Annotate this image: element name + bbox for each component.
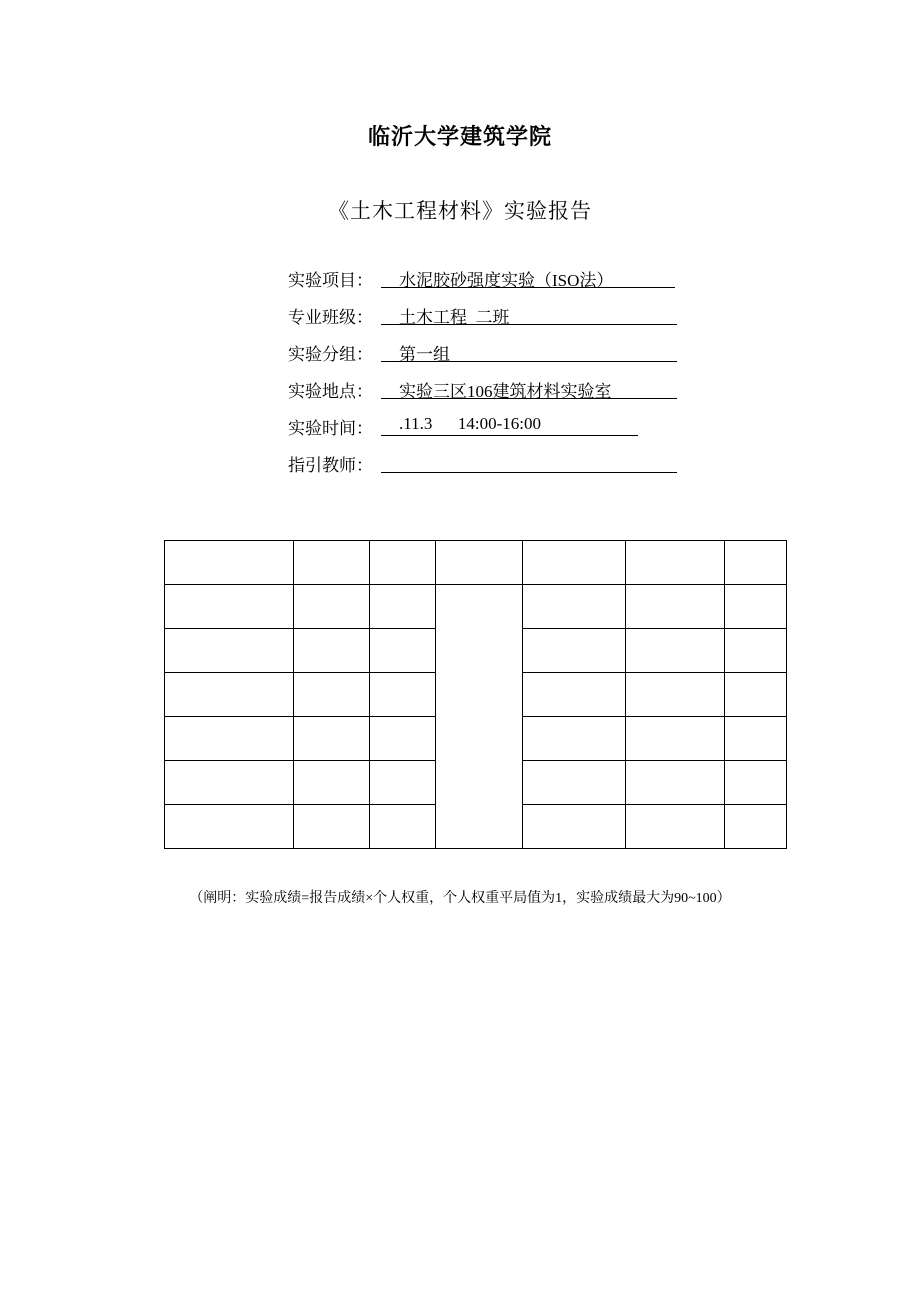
table-cell (626, 629, 725, 673)
table-cell (165, 717, 294, 761)
table-cell (165, 585, 294, 629)
info-label: 指引教师： (288, 456, 373, 475)
info-value-time: .11.3 14:00-16:00 (381, 414, 638, 436)
table-cell (523, 761, 626, 805)
info-value-group: 第一组 (381, 340, 677, 362)
table-cell (294, 585, 370, 629)
table-cell (626, 585, 725, 629)
table-cell (725, 673, 787, 717)
info-label: 实验时间： (288, 419, 373, 438)
info-label: 实验地点： (288, 382, 373, 401)
table-cell (725, 805, 787, 849)
table-cell (523, 629, 626, 673)
table-cell (523, 673, 626, 717)
table-cell (523, 541, 626, 585)
table-cell (165, 629, 294, 673)
table-cell (370, 541, 436, 585)
table-row (165, 541, 787, 585)
info-label: 实验分组： (288, 345, 373, 364)
table-cell (725, 541, 787, 585)
table-merged-cell (436, 585, 523, 849)
info-value-project: 水泥胶砂强度实验（ISO法） (381, 266, 675, 288)
table-cell (626, 541, 725, 585)
report-info-block (288, 262, 688, 484)
table-cell (165, 761, 294, 805)
info-row-time (288, 410, 688, 447)
table-cell (165, 805, 294, 849)
table-row (165, 585, 787, 629)
table-cell (370, 585, 436, 629)
table-cell (725, 629, 787, 673)
table-cell (626, 673, 725, 717)
table-cell (725, 717, 787, 761)
info-row-class (288, 299, 688, 336)
table-cell (523, 717, 626, 761)
table-cell (725, 761, 787, 805)
table-cell (294, 541, 370, 585)
info-value-teacher (381, 451, 677, 473)
table-cell (626, 805, 725, 849)
info-label: 实验项目： (288, 271, 373, 290)
table-cell (523, 585, 626, 629)
page-title: 临沂大学建筑学院 (367, 124, 552, 149)
table-cell (294, 717, 370, 761)
table-cell (523, 805, 626, 849)
table-cell (370, 805, 436, 849)
table-cell (370, 673, 436, 717)
table-cell (294, 673, 370, 717)
grading-note: （阐明：实验成绩=报告成绩×个人权重，个人权重平局值为1，实验成绩最大为90~100） (189, 891, 731, 906)
table-cell (370, 761, 436, 805)
table-cell (165, 541, 294, 585)
info-row-project (288, 262, 688, 299)
table-cell (370, 629, 436, 673)
table-cell (626, 717, 725, 761)
info-value-class: 土木工程 二班 (381, 303, 677, 325)
table-cell (436, 541, 523, 585)
table-cell (294, 805, 370, 849)
table-cell (294, 761, 370, 805)
grade-table (164, 540, 787, 849)
table-cell (294, 629, 370, 673)
page-subtitle: 《土木工程材料》实验报告 (328, 199, 592, 223)
table-cell (626, 761, 725, 805)
info-value-location: 实验三区106建筑材料实验室 (381, 377, 677, 399)
info-label: 专业班级： (288, 308, 373, 327)
table-cell (725, 585, 787, 629)
table-cell (165, 673, 294, 717)
info-row-teacher (288, 447, 688, 484)
table-cell (370, 717, 436, 761)
info-row-group (288, 336, 688, 373)
info-row-location (288, 373, 688, 410)
